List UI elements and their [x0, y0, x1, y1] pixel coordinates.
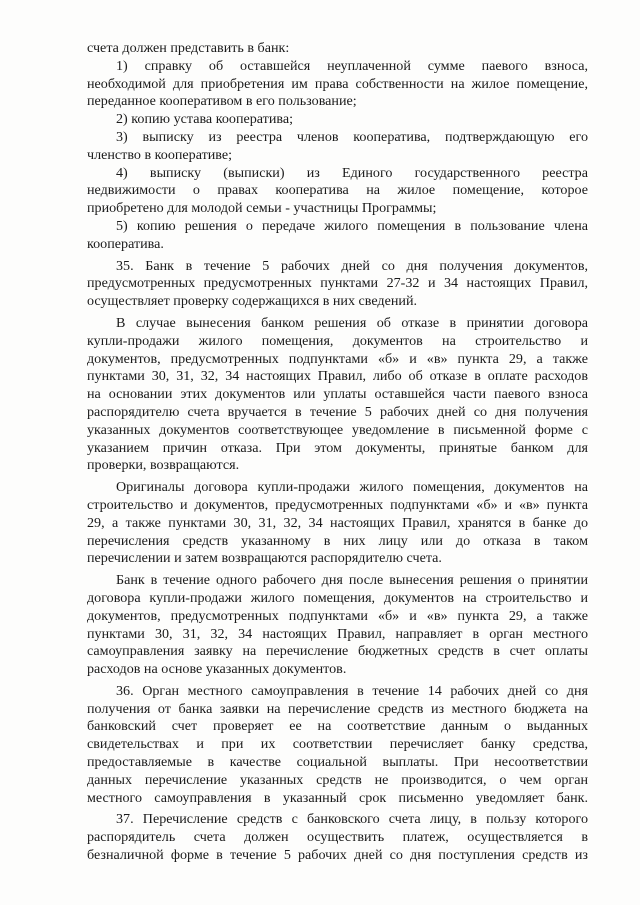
text-line: 37. Перечисление средств с банковского счета лицу, в пользу которого [116, 811, 588, 828]
text-line: документов, предусмотренных подпунктами «б» и «в» пункта 29, а также [87, 607, 588, 624]
text-line: 2) копию устава кооператива; [116, 111, 294, 128]
text-line: 1) справку об оставшейся неуплаченной сумме паевого взноса, [116, 57, 588, 74]
text-line: В случае вынесения банком решения об отказе в принятии договора [116, 314, 588, 331]
text-line: приобретено для молодой семьи - участницы Программы; [87, 200, 437, 217]
text-line: проверки, возвращаются. [87, 457, 240, 474]
text-line: местного самоуправления в указанный срок письменно уведомляет банк. [87, 789, 588, 806]
text-line: необходимой для приобретения им права собственности на жилое помещение, [87, 75, 588, 92]
text-line: членство в кооперативе; [87, 146, 233, 163]
text-line: указанием причин отказа. При этом документы, принятые банком для [87, 439, 588, 456]
text-line: указанных документов соответствующее уведомление в письменной форме с [87, 421, 588, 438]
text-line: Банк в течение одного рабочего дня после вынесения решения о принятии [116, 572, 588, 589]
text-line: пунктами 30, 31, 32, 34 настоящих Правил, либо об отказе в оплате расходов [87, 368, 588, 385]
text-line: 5) копию решения о передаче жилого помещения в пользование члена [116, 217, 588, 234]
text-line: распорядитель счета должен осуществить платеж, осуществляется в [87, 829, 588, 846]
text-line: предоставляемые в качестве социальной выплаты. При несоответствии [87, 754, 588, 771]
text-line: распорядителю счета вручается в течение 5 рабочих дней со дня получения [87, 403, 588, 420]
text-line: договора купли-продажи жилого помещения, документов на строительство и [87, 589, 588, 606]
text-line: 3) выписку из реестра членов кооператива, подтверждающую его [116, 128, 588, 145]
text-line: получения от банка заявки на перечисление средств из местного бюджета на [87, 700, 588, 717]
document-body [87, 40, 588, 865]
text-line: свидетельствах и при их соответствии перечисляет банку средства, [87, 736, 588, 753]
text-line: банковский счет проверяет ее на соответствие данным о выданных [87, 718, 588, 735]
text-line: предусмотренных предусмотренных пунктами 27-32 и 34 настоящих Правил, [87, 275, 588, 292]
text-line: расходов на основе указанных документов. [87, 661, 347, 678]
text-line: перечисления средств указанному в них лицу или до отказа в таком [87, 532, 588, 549]
text-line: безналичной форме в течение 5 рабочих дней со дня поступления средств из [87, 847, 588, 864]
text-line: 29, а также пунктами 30, 31, 32, 34 настоящих Правил, хранятся в банке до [87, 514, 588, 531]
text-line: переданное кооперативом в его пользование; [87, 93, 357, 110]
text-line: счета должен представить в банк: [87, 40, 290, 56]
text-line: документов, предусмотренных подпунктами «б» и «в» пункта 29, а также [87, 350, 588, 367]
text-line: на основании этих документов или уплаты оставшейся части паевого взноса [87, 386, 588, 403]
text-line: перечислении и затем возвращаются распорядителю счета. [87, 550, 442, 567]
text-line: 36. Орган местного самоуправления в течение 14 рабочих дней со дня [116, 682, 588, 699]
text-line: пунктами 30, 31, 32, 34 настоящих Правил, направляет в орган местного [87, 625, 588, 642]
text-line: Оригиналы договора купли-продажи жилого помещения, документов на [116, 479, 588, 496]
text-line: осуществляет проверку содержащихся в них сведений. [87, 293, 418, 310]
text-line: недвижимости о правах кооператива на жилое помещение, которое [87, 182, 588, 199]
text-line: самоуправления заявку на перечисление бюджетных средств в счет оплаты [87, 643, 588, 660]
text-line: данных перечисление указанных средств не производится, о чем орган [87, 771, 588, 788]
text-line: строительство и документов, предусмотренных подпунктами «б» и «в» пункта [87, 496, 588, 513]
text-line: 4) выписку (выписки) из Единого государственного реестра [116, 164, 588, 181]
text-line: 35. Банк в течение 5 рабочих дней со дня получения документов, [116, 257, 588, 274]
text-line: купли-продажи жилого помещения, документов на строительство и [87, 332, 588, 349]
text-line: кооператива. [87, 235, 164, 252]
